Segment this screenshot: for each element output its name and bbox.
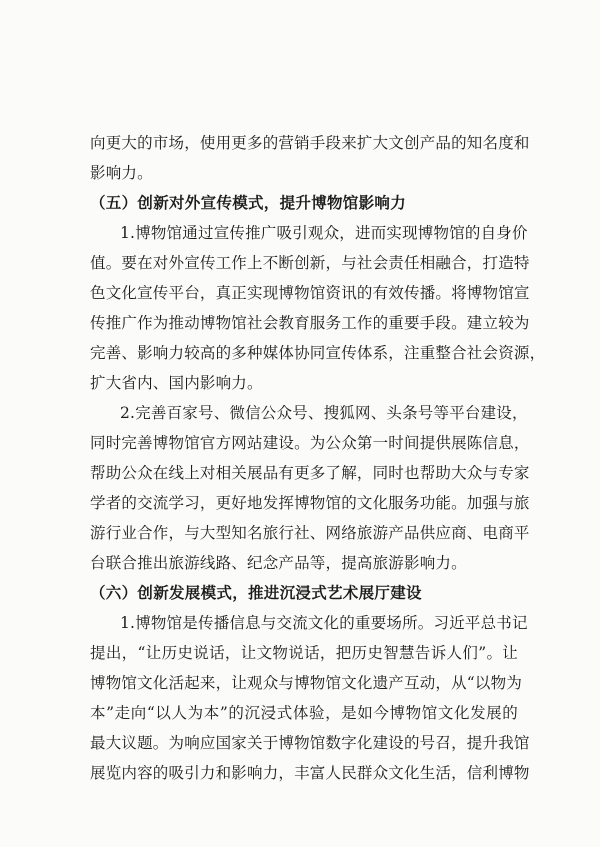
text-line: 1.博物馆通过宣传推广吸引观众，进而实现博物馆的自身价 [120, 224, 528, 242]
text-line: 本”走向“以人为本”的沉浸式体验，是如今博物馆文化发展的 [90, 704, 518, 722]
text-line: 完善、影响力较高的多种媒体协同宣传体系，注重整合社会资源， [90, 344, 546, 362]
text-line: 展览内容的吸引力和影响力，丰富人民群众文化生活，信利博物 [90, 764, 530, 782]
section6-paragraph-1 [90, 608, 530, 788]
section-heading-6: （六）创新发展模式，推进沉浸式艺术展厅建设 [90, 583, 422, 602]
text-line: 最大议题。为响应国家关于博物馆数字化建设的号召，提升我馆 [90, 734, 530, 752]
text-line: 同时完善博物馆官方网站建设。为公众第一时间提供展陈信息， [90, 434, 530, 452]
text-line: 值。要在对外宣传工作上不断创新，与社会责任相融合，打造特 [90, 254, 530, 272]
text-line: 提出，“让历史说话，让文物说话，把历史智慧告诉人们”。让 [90, 644, 518, 662]
section5-paragraph-1 [90, 218, 546, 398]
text-line: 博物馆文化活起来，让观众与博物馆文化遗产互动，从“以物为 [90, 674, 523, 692]
text-line: 2.完善百家号、微信公众号、搜狐网、头条号等平台建设， [120, 404, 528, 422]
intro-paragraph [90, 128, 530, 188]
text-line: 帮助公众在线上对相关展品有更多了解，同时也帮助大众与专家 [90, 464, 530, 482]
text-line: 向更大的市场，使用更多的营销手段来扩大文创产品的知名度和 [90, 134, 530, 152]
document-body [90, 128, 546, 788]
text-line: 扩大省内、国内影响力。 [90, 374, 263, 392]
text-line: 色文化宣传平台，真正实现博物馆资讯的有效传播。将博物馆宣 [90, 284, 530, 302]
text-line: 传推广作为推动博物馆社会教育服务工作的重要手段。建立较为 [90, 314, 530, 332]
text-line: 影响力。 [90, 164, 153, 182]
section5-paragraph-2 [90, 398, 530, 578]
section-heading-5: （五）创新对外宣传模式，提升博物馆影响力 [90, 193, 407, 212]
text-line: 学者的交流学习，更好地发挥博物馆的文化服务功能。加强与旅 [90, 494, 530, 512]
text-line: 1.博物馆是传播信息与交流文化的重要场所。习近平总书记 [120, 614, 528, 632]
text-line: 游行业合作，与大型知名旅行社、网络旅游产品供应商、电商平 [90, 524, 530, 542]
text-line: 台联合推出旅游线路、纪念产品等，提高旅游影响力。 [90, 554, 467, 572]
